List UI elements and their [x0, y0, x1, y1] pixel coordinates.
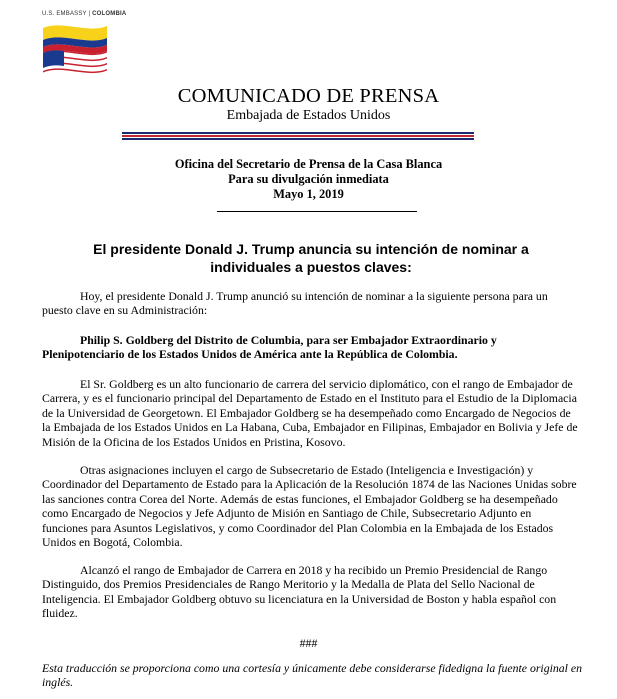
logo-text	[42, 11, 127, 17]
end-mark: ###	[299, 636, 318, 650]
header-rule-blue-top	[122, 132, 474, 134]
flag-icon	[42, 20, 108, 74]
page-subtitle: Embajada de Estados Unidos	[226, 108, 391, 123]
press-release-header	[0, 85, 617, 124]
paragraph-assignments	[42, 463, 578, 549]
translation-disclaimer: Esta traducción se proporciona como una cortesía y únicamente debe considerarse fidedigna la fuente original en inglés.	[42, 661, 583, 690]
paragraph-intro	[42, 289, 578, 318]
release-date: Mayo 1, 2019	[273, 187, 344, 201]
paragraph-intro-text: Hoy, el presidente Donald J. Trump anunció su intención de nominar a la siguiente persona para un puesto clave en su Administración:	[42, 289, 548, 318]
page-title: COMUNICADO DE PRENSA	[177, 85, 440, 107]
paragraph-awards-text: Alcanzó el rango de Embajador de Carrera en 2018 y ha recibido un Premio Presidencial de Rango Distinguido, dos Premios Presidenciales de Rango Meritorio y la Medalla de Plata del Sello Nacional de Inteligencia. El Embajador Goldberg obtuvo su licenciatura en la Universidad de Boston y habla español con fluidez.	[42, 563, 557, 621]
office-block	[0, 157, 617, 202]
release-note: Para su divulgación inmediata	[228, 172, 389, 186]
embassy-logo	[42, 11, 127, 74]
paragraph-nominee-text: Philip S. Goldberg del Distrito de Columbia, para ser Embajador Extraordinario y Plenipotenciario de los Estados Unidos de América ante la República de Colombia.	[42, 333, 497, 362]
paragraph-assignments-text: Otras asignaciones incluyen el cargo de Subsecretario de Estado (Inteligencia e Investigación) y Coordinador del Departamento de Estado para la Aplicación de la Resolución 1874 de las Naciones Unidas sobre las sanciones contra Corea del Norte. Además de estas funciones, el Embajador Goldberg se ha desempeñado como Encargado de Negocios y Jefe Adjunto de Misión en Santiago de Chile, Subsecretario Adjunto en funciones para Asuntos Legislativos, y como Coordinador del Plan Colombia en la Embajada de los Estados Unidos en Bogotá, Colombia.	[42, 463, 577, 550]
paragraph-background	[42, 377, 578, 449]
office-name: Oficina del Secretario de Prensa de la Casa Blanca	[174, 157, 443, 171]
paragraph-background-text: El Sr. Goldberg es un alto funcionario de carrera del servicio diplomático, con el rango de Embajador de Carrera, y es el funcionario principal del Departamento de Estado en el Instituto para el Estudio de la Diplomacia de la Universidad de Georgetown. El Embajador Goldberg se ha desempeñado como Encargado de Negocios de la Embajada de los Estados Unidos en La Habana, Cuba, Embajador en Filipinas, Embajador en Bolivia y Jefe de Misión de la Oficina de los Estados Unidos en Pristina, Kosovo.	[42, 377, 578, 449]
logo-country-text: COLOMBIA	[92, 11, 127, 17]
logo-embassy-text: U.S. EMBASSY	[42, 11, 87, 17]
header-rule-blue-bottom	[122, 138, 474, 140]
paragraph-nominee	[42, 333, 578, 362]
office-divider	[217, 211, 417, 212]
headline: El presidente Donald J. Trump anuncia su intención de nominar a individuales a puestos claves:	[93, 241, 529, 275]
paragraph-awards	[42, 563, 578, 621]
header-rule-red	[122, 135, 474, 137]
logo-separator: |	[86, 11, 93, 17]
